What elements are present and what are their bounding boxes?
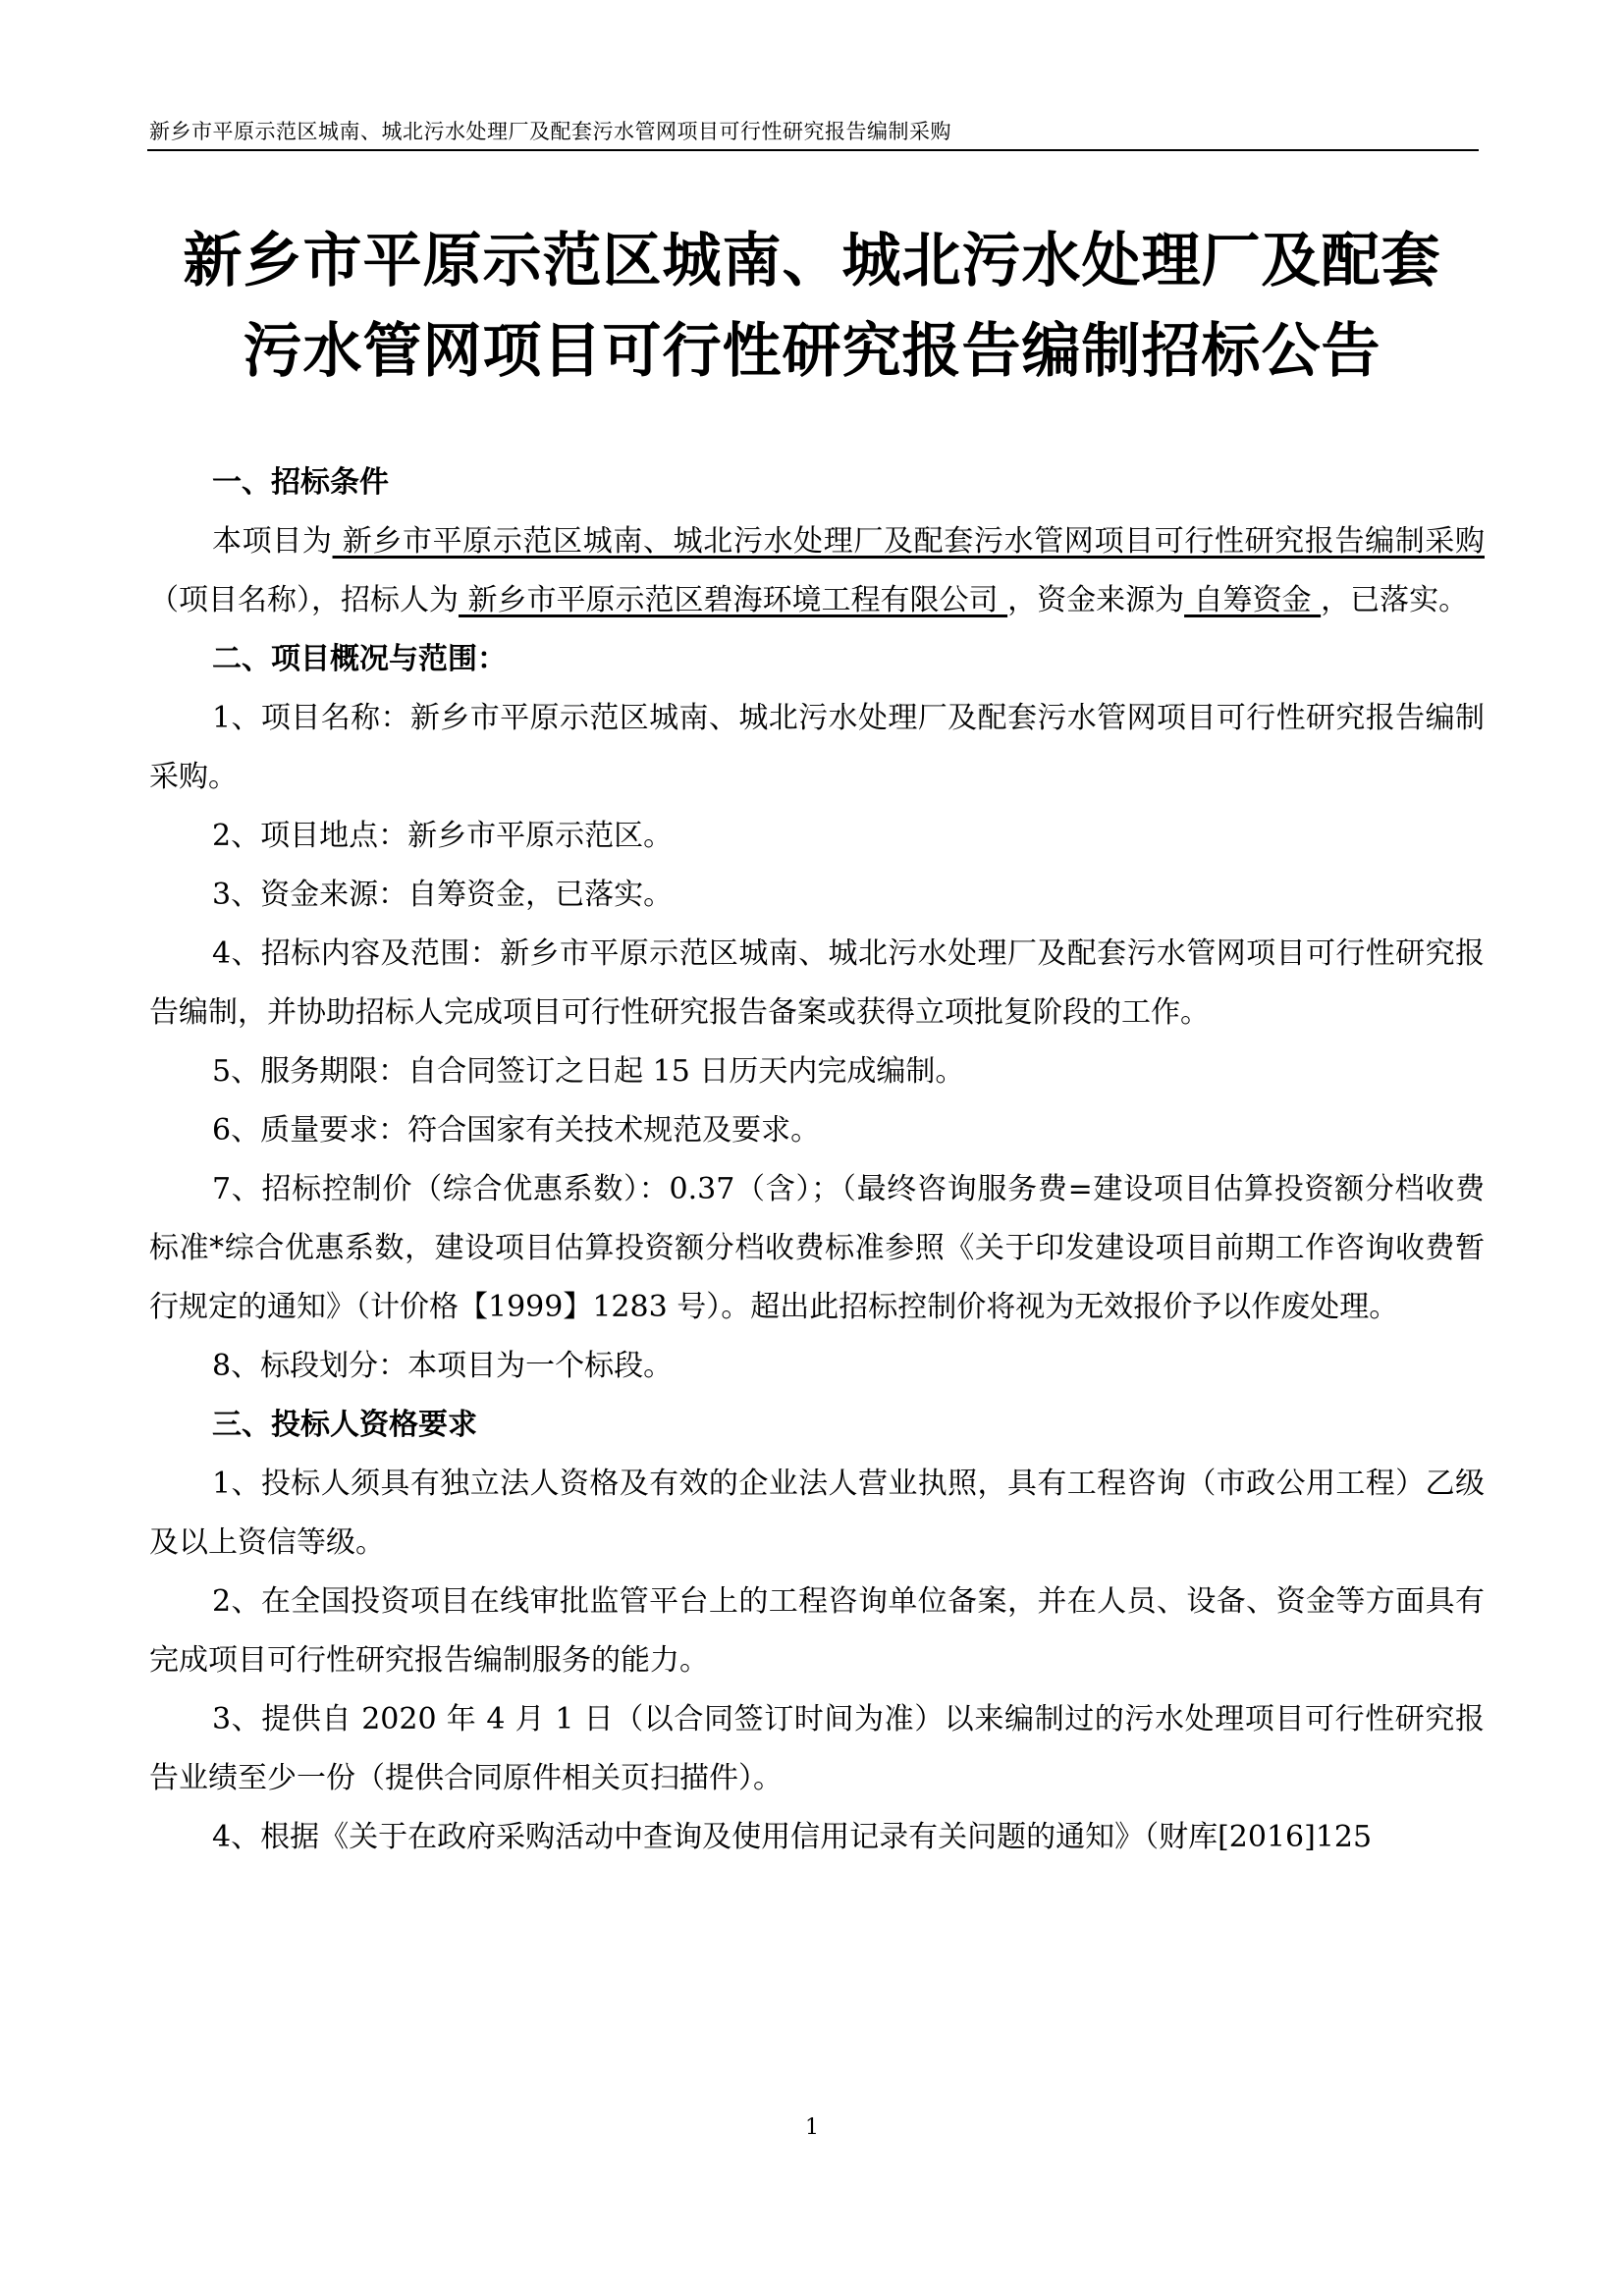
- paragraph-text: 本项目为: [212, 524, 333, 559]
- page-number: 1: [805, 2115, 819, 2140]
- list-item: 8、标段划分：本项目为一个标段。: [212, 1349, 674, 1383]
- running-header: 新乡市平原示范区城南、城北污水处理厂及配套污水管网项目可行性研究报告编制采购: [149, 120, 951, 143]
- document-title-line-2: 污水管网项目可行性研究报告编制招标公告: [243, 317, 1381, 386]
- list-item: 6、质量要求：符合国家有关技术规范及要求。: [212, 1113, 821, 1148]
- list-item: 2、项目地点：新乡市平原示范区。: [212, 819, 674, 853]
- project-name-field: 新乡市平原示范区城南、城北污水处理厂及配套污水管网项目可行性研究报告编制采购: [332, 524, 1485, 559]
- section-heading: 三、投标人资格要求: [212, 1408, 477, 1442]
- header-divider: [147, 149, 1479, 151]
- document-body: [149, 454, 1485, 1867]
- paragraph-text: （项目名称），招标人为: [149, 583, 459, 617]
- list-item: 3、资金来源：自筹资金，已落实。: [212, 878, 674, 912]
- section-heading: 一、招标条件: [212, 465, 389, 500]
- document-title-line-1: 新乡市平原示范区城南、城北污水处理厂及配套: [183, 227, 1441, 295]
- tenderer-field: 新乡市平原示范区碧海环境工程有限公司: [459, 583, 1008, 617]
- list-item: 7、招标控制价（综合优惠系数）：0.37（含）；（最终咨询服务费=建设项目估算投资额分档收费标准*综合优惠系数，建设项目估算投资额分档收费标准参照《关于印发建设项目前期工作咨询收费暂行规定的通知》（计价格【1999】1283 号）。超出此招标控制价将视为无效报价予以作废处理。: [149, 1172, 1485, 1324]
- list-item: 5、服务期限：自合同签订之日起 15 日历天内完成编制。: [212, 1054, 965, 1089]
- paragraph-text: ，已落实。: [1321, 583, 1469, 617]
- paragraph-text: ，资金来源为: [1007, 583, 1185, 617]
- list-item: 4、根据《关于在政府采购活动中查询及使用信用记录有关问题的通知》（财库[2016]125: [212, 1820, 1373, 1854]
- list-item: 2、在全国投资项目在线审批监管平台上的工程咨询单位备案，并在人员、设备、资金等方面具有完成项目可行性研究报告编制服务的能力。: [149, 1584, 1485, 1678]
- section-heading: 二、项目概况与范围：: [212, 642, 507, 676]
- list-item: 1、投标人须具有独立法人资格及有效的企业法人营业执照，具有工程咨询（市政公用工程）乙级及以上资信等级。: [149, 1467, 1485, 1560]
- funding-source-field: 自筹资金: [1184, 583, 1322, 617]
- list-item: 3、提供自 2020 年 4 月 1 日（以合同签订时间为准）以来编制过的污水处理项目可行性研究报告业绩至少一份（提供合同原件相关页扫描件）。: [149, 1702, 1485, 1795]
- section-paragraph: [149, 512, 1485, 630]
- list-item: 4、招标内容及范围：新乡市平原示范区城南、城北污水处理厂及配套污水管网项目可行性研究报告编制，并协助招标人完成项目可行性研究报告备案或获得立项批复阶段的工作。: [149, 936, 1485, 1030]
- list-item: 1、项目名称：新乡市平原示范区城南、城北污水处理厂及配套污水管网项目可行性研究报告编制采购。: [149, 701, 1485, 794]
